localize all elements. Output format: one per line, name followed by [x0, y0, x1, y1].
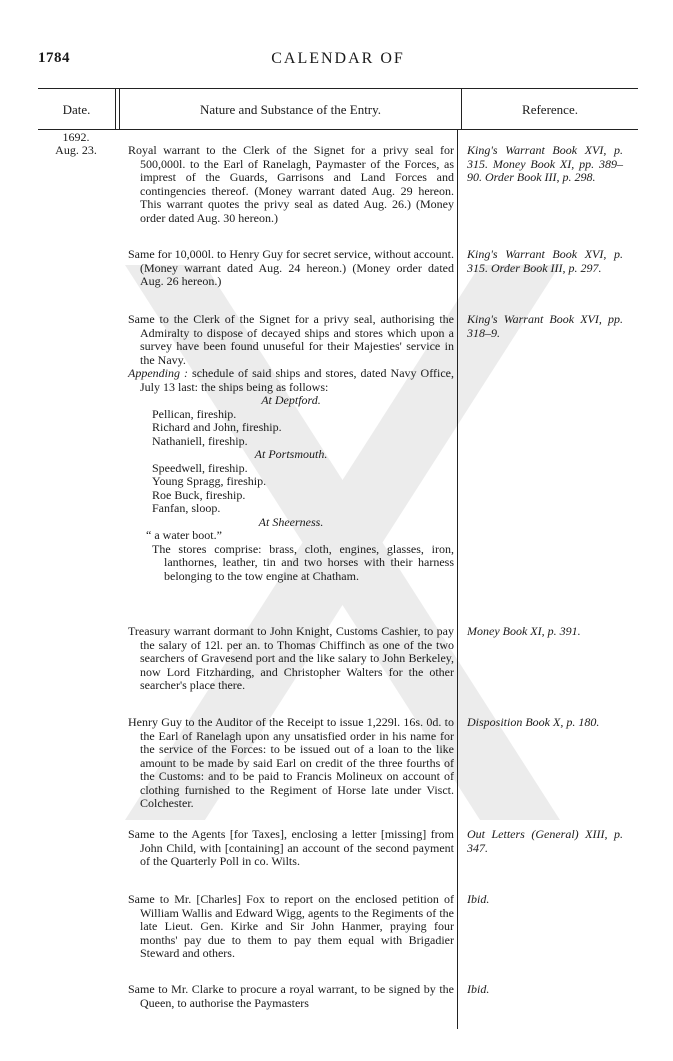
column-divider-body [457, 129, 458, 1029]
reference-text: King's Warrant Book XVI, p. 315. Order Book III, p. 297. [467, 247, 623, 275]
column-header-nature: Nature and Substance of the Entry. [199, 102, 382, 117]
entry-text: Same to the Clerk of the Signet for a privy seal, authorising the Admiralty to dispose of decayed ships and stores which upon a survey have been found unuseful for their Majesties' service in the Navy. [128, 312, 454, 367]
ship-item: Pellican, fireship. [152, 406, 237, 421]
entry-text: Royal warrant to the Clerk of the Signet for a privy seal for 500,000l. to the Earl of Ranelagh, Paymaster of the Forces, as imprest of the Guards, Garrisons and Land Forces and contingencies thereof. (Money warrant dated Aug. 29 hereon. This warrant quotes the privy seal as dated Aug. 26.) (Money order dated Aug. 30 hereon.) [128, 143, 454, 225]
reference-6 [467, 828, 623, 855]
entry-5 [128, 716, 454, 811]
place-heading: At Deptford. [261, 393, 321, 407]
entry-text: Same to the Agents [for Taxes], enclosing a letter [missing] from John Child, with [containing] an account of the second payment of the Quarterly Poll in co. Wilts. [128, 827, 454, 868]
appending-text: schedule of said ships and stores, dated Navy Office, July 13 last: the ships being as follows: [140, 366, 454, 394]
entry-text: Henry Guy to the Auditor of the Receipt to issue 1,229l. 16s. 0d. to the Earl of Ranelagh upon any unsatisfied order in his name for the service of the Forces: to be issued out of a loan to the like amount to be made by said Earl on credit of the three fourths of the Customs: and to be paid to Francis Molineux on account of clothing furnished to the Regiment of Horse late under Visct. Colchester. [128, 715, 454, 810]
entry-2 [128, 248, 454, 289]
column-header-date: Date. [62, 102, 91, 117]
entry-text: Treasury warrant dormant to John Knight, Customs Cashier, to pay the salary of 12l. per an. to Thomas Chiffinch as one of the two searchers of Gravesend port and the like salary to John Berkeley, now Lord Fitzharding, and Christopher Walters for the other searcher's place there. [128, 624, 454, 692]
running-title: CALENDAR OF [271, 50, 405, 67]
entry-4 [128, 625, 454, 693]
reference-3 [467, 313, 623, 340]
appending-label: Appending : [128, 366, 189, 380]
reference-text: Ibid. [467, 982, 490, 996]
page-number: 1784 [38, 50, 70, 66]
column-divider-date [115, 88, 116, 129]
date-day: Aug. 23. [55, 143, 97, 157]
ship-item: Nathaniell, fireship. [152, 433, 248, 448]
reference-1 [467, 144, 623, 185]
entry-6 [128, 828, 454, 869]
stores-text: The stores comprise: brass, cloth, engines, glasses, iron, lanthornes, leather, tin and two horses with their harness belonging to the tow engine at Chatham. [152, 541, 454, 583]
reference-2 [467, 248, 623, 275]
entry-text: Same for 10,000l. to Henry Guy for secret service, without account. (Money warrant dated Aug. 24 hereon.) (Money order dated Aug. 26 hereon.) [128, 247, 454, 288]
ship-item: Roe Buck, fireship. [152, 487, 246, 502]
reference-text: Out Letters (General) XIII, p. 347. [467, 827, 623, 855]
entry-1 [128, 144, 454, 225]
ship-item: Speedwell, fireship. [152, 460, 248, 475]
reference-4 [467, 625, 623, 639]
reference-text: Ibid. [467, 892, 490, 906]
place-heading: At Portsmouth. [254, 447, 328, 461]
entry-text: Same to Mr. Clarke to procure a royal warrant, to be signed by the Queen, to authorise the Paymasters [128, 982, 454, 1010]
entry-3 [128, 313, 454, 583]
date-year: 1692. [62, 130, 90, 144]
table-header-rule [38, 129, 638, 130]
entry-8 [128, 983, 454, 1010]
reference-text: Money Book XI, p. 391. [467, 624, 581, 638]
running-head [38, 50, 638, 74]
entry-7 [128, 893, 454, 961]
ship-item: Richard and John, fireship. [152, 420, 282, 434]
reference-text: King's Warrant Book XVI, pp. 318–9. [467, 312, 623, 340]
reference-7 [467, 893, 623, 907]
appending-paragraph [128, 367, 454, 394]
column-header-reference: Reference. [522, 102, 578, 117]
ship-item: Fanfan, sloop. [152, 501, 221, 515]
reference-8 [467, 983, 623, 997]
reference-5 [467, 716, 623, 730]
table-top-rule [38, 88, 638, 89]
reference-text: King's Warrant Book XVI, p. 315. Money Book XI, pp. 389–90. Order Book III, p. 298. [467, 143, 623, 184]
ship-item: Young Spragg, fireship. [152, 474, 267, 488]
ship-item: “ a water boot.” [146, 528, 222, 542]
reference-text: Disposition Book X, p. 180. [467, 715, 600, 729]
place-heading: At Sheerness. [258, 514, 324, 529]
entry-text: Same to Mr. [Charles] Fox to report on the enclosed petition of William Wallis and Edward Wigg, agents to the Regiments of the late Lieut. Gen. Kirke and Sir John Hanmer, praying four months' pay due to them to pay them equal with Brigadier Steward and others. [128, 892, 454, 960]
